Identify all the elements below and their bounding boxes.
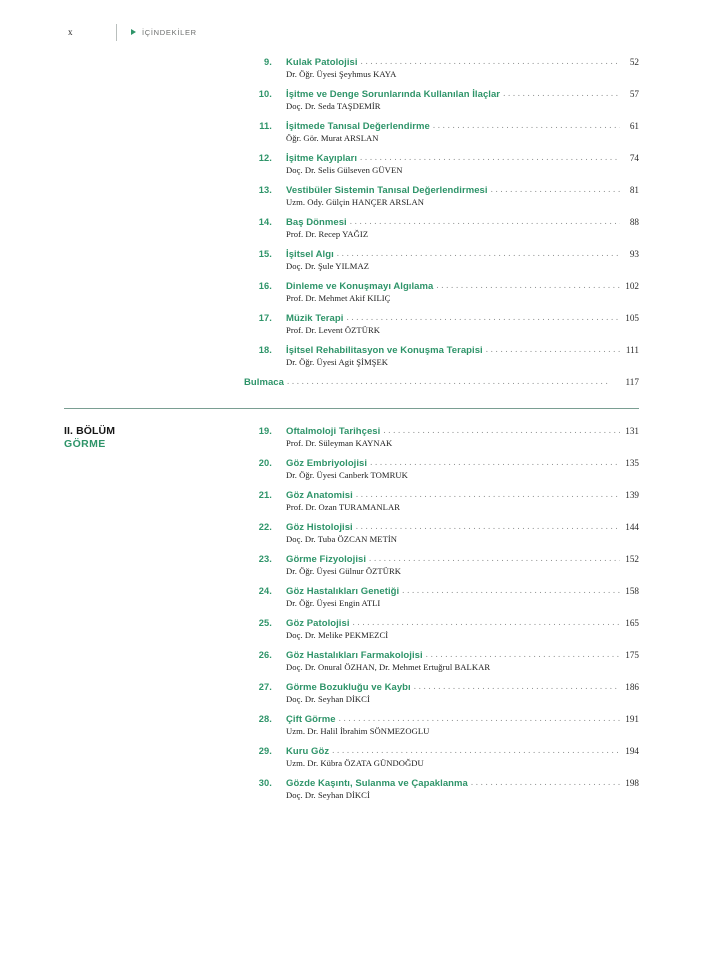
toc-entry-line[interactable] bbox=[244, 88, 639, 100]
toc-entry[interactable] bbox=[244, 585, 639, 608]
dot-leader bbox=[337, 248, 620, 257]
toc-entry-number: 26. bbox=[258, 650, 272, 660]
toc-entry-number: 29. bbox=[258, 746, 272, 756]
toc-entry[interactable] bbox=[244, 489, 639, 512]
dot-leader bbox=[350, 216, 620, 225]
dot-leader bbox=[356, 489, 620, 498]
dot-leader bbox=[383, 425, 620, 434]
toc-entry-authors: Prof. Dr. Recep YAĞIZ bbox=[286, 229, 369, 239]
toc-entry-authors: Dr. Öğr. Üyesi Şeyhmus KAYA bbox=[286, 69, 397, 79]
toc-entry[interactable] bbox=[244, 681, 639, 704]
toc-entry[interactable] bbox=[244, 649, 639, 672]
toc-entry-number: 22. bbox=[258, 522, 272, 532]
dot-leader bbox=[287, 376, 620, 385]
toc-entry-number: 13. bbox=[258, 185, 272, 195]
toc-entry-page-number: 88 bbox=[629, 217, 639, 227]
toc-entry-authors: Prof. Dr. Süleyman KAYNAK bbox=[286, 438, 393, 448]
toc-entry-number: 15. bbox=[258, 249, 272, 259]
toc-entry-line[interactable] bbox=[244, 553, 639, 565]
toc-entry-line[interactable] bbox=[244, 376, 639, 388]
toc-entry-title[interactable]: Müzik Terapi bbox=[286, 313, 344, 324]
section-gap bbox=[64, 409, 639, 425]
toc-entry-title[interactable]: Görme Fizyolojisi bbox=[286, 554, 367, 565]
toc-entry-line[interactable] bbox=[244, 184, 639, 196]
dot-leader bbox=[370, 457, 620, 466]
toc-entry-title[interactable]: Görme Bozukluğu ve Kaybı bbox=[286, 682, 411, 693]
toc-entry-page-number: 194 bbox=[625, 746, 639, 756]
toc-entry-authors: Öğr. Gör. Murat ARSLAN bbox=[286, 133, 379, 143]
toc-entry-page-number: 52 bbox=[629, 57, 639, 67]
toc-entry-line[interactable] bbox=[244, 713, 639, 725]
toc-entry-title[interactable]: Göz Embriyolojisi bbox=[286, 458, 368, 469]
toc-entry[interactable] bbox=[244, 152, 639, 175]
toc-entry-page-number: 191 bbox=[625, 714, 639, 724]
toc-entry-authors: Doç. Dr. Seyhan DİKCİ bbox=[286, 790, 370, 800]
toc-entry[interactable] bbox=[244, 376, 639, 388]
toc-entry-line[interactable] bbox=[244, 248, 639, 260]
toc-entry-title[interactable]: Vestibüler Sistemin Tanısal Değerlendirmesi bbox=[286, 185, 488, 196]
toc-entry-title[interactable]: Bulmaca bbox=[244, 377, 284, 388]
toc-entry-line[interactable] bbox=[244, 457, 639, 469]
dot-leader bbox=[402, 585, 620, 594]
toc-entry-title[interactable]: Kulak Patolojisi bbox=[286, 57, 358, 68]
toc-entry-line[interactable] bbox=[244, 489, 639, 501]
dot-leader bbox=[471, 777, 620, 786]
toc-entry[interactable] bbox=[244, 56, 639, 79]
toc-entry-page-number: 175 bbox=[625, 650, 639, 660]
toc-entry-authors: Prof. Dr. Mehmet Akif KILIÇ bbox=[286, 293, 391, 303]
toc-entry-number: 23. bbox=[258, 554, 272, 564]
toc-entry-title[interactable]: İşitsel Algı bbox=[286, 249, 334, 260]
toc-entry-number: 18. bbox=[258, 345, 272, 355]
toc-entry-authors: Dr. Öğr. Üyesi Canberk TOMRUK bbox=[286, 470, 408, 480]
toc-entry-page-number: 74 bbox=[629, 153, 639, 163]
toc-entry-title[interactable]: İşitmede Tanısal Değerlendirme bbox=[286, 121, 430, 132]
toc-entry-line[interactable] bbox=[244, 521, 639, 533]
toc-entry-page-number: 186 bbox=[625, 682, 639, 692]
toc-entry-line[interactable] bbox=[244, 649, 639, 661]
toc-entry-number: 10. bbox=[258, 89, 272, 99]
toc-entry-number: 12. bbox=[258, 153, 272, 163]
triangle-right-icon bbox=[131, 29, 136, 35]
toc-entry-authors: Uzm. Dr. Kübra ÖZATA GÜNDOĞDU bbox=[286, 758, 424, 768]
dot-leader bbox=[356, 521, 620, 530]
toc-entry-authors: Doç. Dr. Tuba ÖZCAN METİN bbox=[286, 534, 398, 544]
toc-entry-page-number: 61 bbox=[629, 121, 639, 131]
toc-entry-page-number: 105 bbox=[625, 313, 639, 323]
toc-entry-title[interactable]: İşitme Kayıpları bbox=[286, 153, 358, 164]
toc-entry[interactable] bbox=[244, 312, 639, 335]
dot-leader bbox=[436, 280, 620, 289]
part-number: II. BÖLÜM bbox=[64, 425, 116, 437]
toc-entry-line[interactable] bbox=[244, 312, 639, 324]
toc-entry-authors: Dr. Öğr. Üyesi Engin ATLI bbox=[286, 598, 381, 608]
toc-entry-authors: Doç. Dr. Selis Gülseven GÜVEN bbox=[286, 165, 403, 175]
toc-entry-title[interactable]: İşitme ve Denge Sorunlarında Kullanılan İlaçlar bbox=[286, 89, 501, 100]
toc-entry-page-number: 57 bbox=[629, 89, 639, 99]
section-spacer bbox=[64, 400, 639, 408]
toc-entry-page-number: 111 bbox=[625, 345, 639, 355]
toc-entry-list bbox=[244, 425, 639, 800]
part-heading bbox=[64, 425, 234, 452]
toc-entry-title[interactable]: Göz Histolojisi bbox=[286, 522, 353, 533]
toc-entry-page-number: 135 bbox=[625, 458, 639, 468]
toc-entry-number: 11. bbox=[259, 121, 272, 131]
dot-leader bbox=[369, 553, 620, 562]
part-name: GÖRME bbox=[64, 438, 106, 451]
toc-entry-title[interactable]: Baş Dönmesi bbox=[286, 217, 347, 228]
toc-entry-line[interactable] bbox=[244, 280, 639, 292]
toc-entry-authors: Dr. Öğr. Üyesi Gülnur ÖZTÜRK bbox=[286, 566, 402, 576]
toc-entry-authors: Doç. Dr. Seyhan DİKCİ bbox=[286, 694, 370, 704]
toc-entry[interactable] bbox=[244, 553, 639, 576]
toc-entry-number: 17. bbox=[258, 313, 272, 323]
toc-entry[interactable] bbox=[244, 280, 639, 303]
toc-entry-page-number: 139 bbox=[625, 490, 639, 500]
toc-section bbox=[64, 408, 639, 800]
toc-entry-list bbox=[244, 56, 639, 388]
toc-entry[interactable] bbox=[244, 184, 639, 207]
running-header-label: İÇİNDEKİLER bbox=[142, 27, 197, 37]
dot-leader bbox=[353, 617, 620, 626]
dot-leader bbox=[414, 681, 620, 690]
toc-entry-number: 28. bbox=[258, 714, 272, 724]
table-of-contents bbox=[64, 56, 639, 809]
folio-number: x bbox=[68, 27, 73, 37]
header-divider bbox=[116, 24, 117, 41]
toc-entry-number: 20. bbox=[258, 458, 272, 468]
toc-entry-page-number: 93 bbox=[629, 249, 639, 259]
toc-entry-line[interactable] bbox=[244, 777, 639, 789]
toc-entry-number: 25. bbox=[258, 618, 272, 628]
toc-entry-page-number: 165 bbox=[625, 618, 639, 628]
toc-entry-number: 24. bbox=[258, 586, 272, 596]
toc-entry-line[interactable] bbox=[244, 152, 639, 164]
toc-entry[interactable] bbox=[244, 88, 639, 111]
toc-entry-page-number: 144 bbox=[625, 522, 639, 532]
dot-leader bbox=[503, 88, 620, 97]
toc-section bbox=[64, 56, 639, 408]
dot-leader bbox=[332, 745, 620, 754]
toc-entry[interactable] bbox=[244, 344, 639, 367]
toc-entry[interactable] bbox=[244, 120, 639, 143]
toc-entry-title[interactable]: Göz Hastalıkları Genetiği bbox=[286, 586, 400, 597]
toc-entry[interactable] bbox=[244, 425, 639, 448]
toc-entry-number: 14. bbox=[258, 217, 272, 227]
toc-entry-line[interactable] bbox=[244, 425, 639, 437]
toc-entry-authors: Doç. Dr. Melike PEKMEZCİ bbox=[286, 630, 389, 640]
toc-entry-title[interactable]: Göz Patolojisi bbox=[286, 618, 350, 629]
toc-entry-line[interactable] bbox=[244, 344, 639, 356]
toc-entry[interactable] bbox=[244, 521, 639, 544]
dot-leader bbox=[491, 184, 620, 193]
toc-entry-authors: Prof. Dr. Levent ÖZTÜRK bbox=[286, 325, 380, 335]
toc-entry-page-number: 117 bbox=[625, 377, 639, 387]
toc-entry-authors: Doç. Dr. Onural ÖZHAN, Dr. Mehmet Ertuğrul BALKAR bbox=[286, 662, 491, 672]
toc-entry-number: 19. bbox=[258, 426, 272, 436]
toc-entry-authors: Uzm. Dr. Halil İbrahim SÖNMEZOGLU bbox=[286, 726, 430, 736]
toc-entry-authors: Dr. Öğr. Üyesi Agit ŞİMŞEK bbox=[286, 357, 389, 367]
toc-entry-number: 30. bbox=[258, 778, 272, 788]
dot-leader bbox=[361, 56, 620, 65]
toc-entry-page-number: 152 bbox=[625, 554, 639, 564]
toc-entry-authors: Prof. Dr. Ozan TURAMANLAR bbox=[286, 502, 400, 512]
dot-leader bbox=[346, 312, 620, 321]
toc-entry-title[interactable]: Çift Görme bbox=[286, 714, 336, 725]
toc-entry-line[interactable] bbox=[244, 216, 639, 228]
toc-entry-line[interactable] bbox=[244, 585, 639, 597]
toc-entry-page-number: 102 bbox=[625, 281, 639, 291]
dot-leader bbox=[426, 649, 620, 658]
toc-entry[interactable] bbox=[244, 777, 639, 800]
toc-entry-title[interactable]: Oftalmoloji Tarihçesi bbox=[286, 426, 381, 437]
toc-entry[interactable] bbox=[244, 248, 639, 271]
toc-entry[interactable] bbox=[244, 745, 639, 768]
toc-entry-authors: Doç. Dr. Şule YILMAZ bbox=[286, 261, 370, 271]
toc-entry-title[interactable]: Göz Hastalıkları Farmakolojisi bbox=[286, 650, 423, 661]
toc-entry-title[interactable]: Göz Anatomisi bbox=[286, 490, 353, 501]
running-header bbox=[64, 22, 639, 42]
toc-entry-page-number: 198 bbox=[625, 778, 639, 788]
toc-entry-page-number: 131 bbox=[625, 426, 639, 436]
toc-entry-number: 21. bbox=[258, 490, 272, 500]
toc-entry-line[interactable] bbox=[244, 681, 639, 693]
toc-entry-number: 27. bbox=[258, 682, 272, 692]
toc-entry[interactable] bbox=[244, 617, 639, 640]
toc-entry-title[interactable]: Kuru Göz bbox=[286, 746, 330, 757]
toc-entry-title[interactable]: Dinleme ve Konuşmayı Algılama bbox=[286, 281, 434, 292]
dot-leader bbox=[360, 152, 620, 161]
toc-entry-title[interactable]: İşitsel Rehabilitasyon ve Konuşma Terapisi bbox=[286, 345, 483, 356]
dot-leader bbox=[339, 713, 620, 722]
toc-entry-authors: Uzm. Ody. Gülçin HANÇER ARSLAN bbox=[286, 197, 424, 207]
toc-entry[interactable] bbox=[244, 216, 639, 239]
dot-leader bbox=[433, 120, 620, 129]
toc-entry-line[interactable] bbox=[244, 56, 639, 68]
toc-entry-page-number: 158 bbox=[625, 586, 639, 596]
toc-entry-number: 16. bbox=[258, 281, 272, 291]
toc-entry-title[interactable]: Gözde Kaşıntı, Sulanma ve Çapaklanma bbox=[286, 778, 468, 789]
toc-entry-authors: Doç. Dr. Seda TAŞDEMİR bbox=[286, 101, 381, 111]
toc-entry-line[interactable] bbox=[244, 617, 639, 629]
toc-entry-page-number: 81 bbox=[629, 185, 639, 195]
toc-entry-line[interactable] bbox=[244, 120, 639, 132]
toc-entry[interactable] bbox=[244, 457, 639, 480]
toc-entry-number: 9. bbox=[264, 57, 272, 67]
toc-entry-line[interactable] bbox=[244, 745, 639, 757]
toc-entry[interactable] bbox=[244, 713, 639, 736]
dot-leader bbox=[486, 344, 620, 353]
